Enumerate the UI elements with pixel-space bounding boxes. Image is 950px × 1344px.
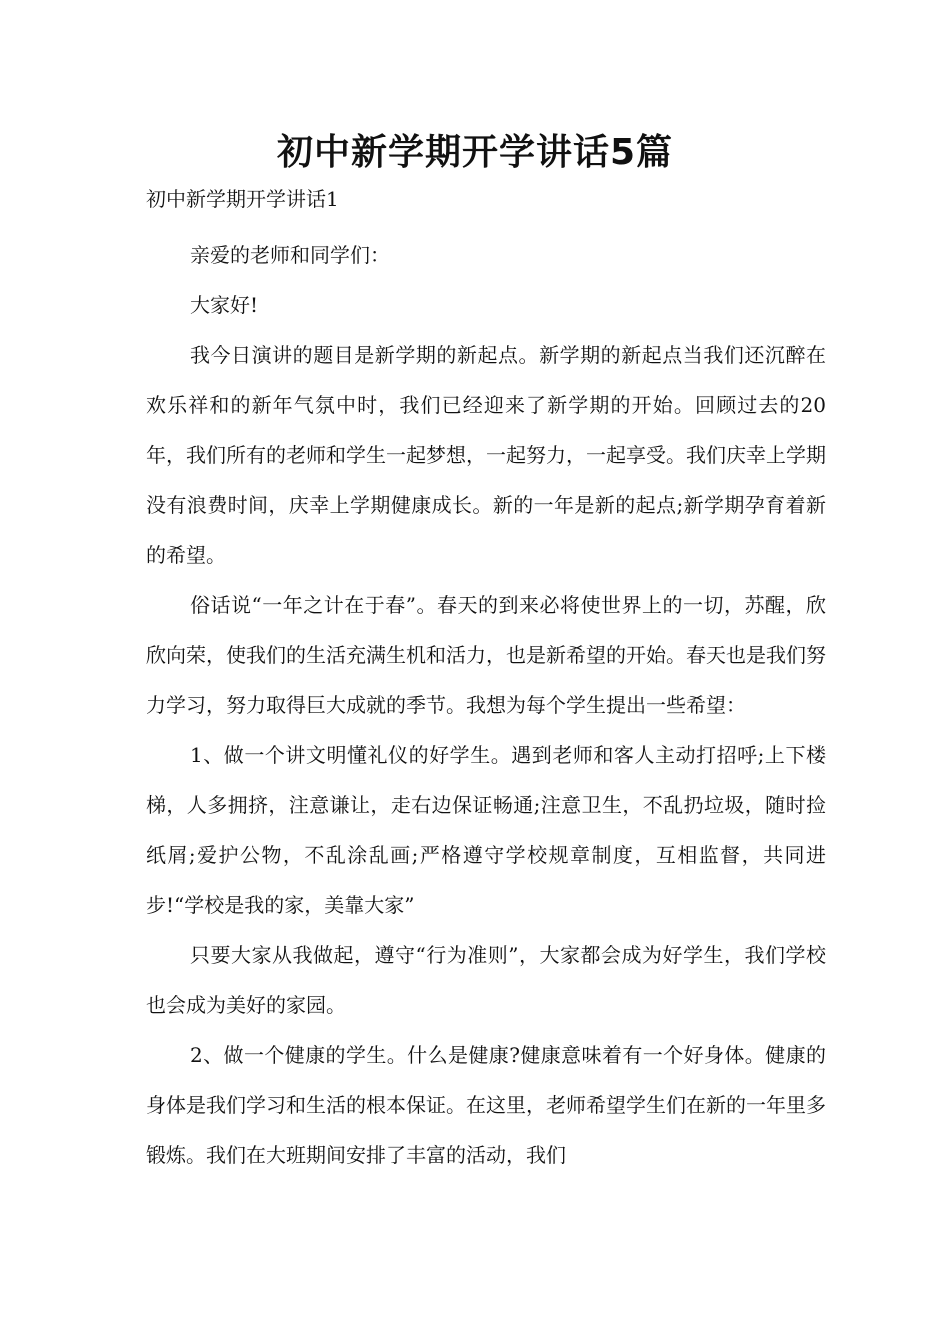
- paragraph-hello: 大家好!: [190, 293, 259, 317]
- document-title: 初中新学期开学讲话5篇: [276, 132, 674, 173]
- paragraph-new-start: 我今日演讲的题目是新学期的新起点。新学期的新起点当我们还沉醉在欢乐祥和的新年气氛中时，我们已经迎来了新学期的开始。回顾过去的20年，我们所有的老师和学生一起梦想，一起努力，一起享受。我们庆幸上学期没有浪费时间，庆幸上学期健康成长。新的一年是新的起点;新学期孕育着新的希望。: [146, 343, 826, 567]
- section-heading: 初中新学期开学讲话1: [146, 187, 339, 211]
- paragraph-greeting: 亲爱的老师和同学们：: [190, 243, 390, 267]
- paragraph-spring: 俗话说“一年之计在于春”。春天的到来必将使世界上的一切，苏醒，欣欣向荣，使我们的生活充满生机和活力，也是新希望的开始。春天也是我们努力学习，努力取得巨大成就的季节。我想为每个学生提出一些希望：: [146, 593, 826, 717]
- document-body: [146, 230, 826, 1180]
- paragraph-good-student: 只要大家从我做起，遵守“行为准则”，大家都会成为好学生，我们学校也会成为美好的家园。: [146, 943, 826, 1017]
- paragraph-point-2: 2、做一个健康的学生。什么是健康?健康意味着有一个好身体。健康的身体是我们学习和生活的根本保证。在这里，老师希望学生们在新的一年里多锻炼。我们在大班期间安排了丰富的活动，我们: [146, 1043, 826, 1167]
- paragraph-point-1: 1、做一个讲文明懂礼仪的好学生。遇到老师和客人主动打招呼;上下楼梯，人多拥挤，注意谦让，走右边保证畅通;注意卫生，不乱扔垃圾，随时捡纸屑;爱护公物，不乱涂乱画;严格遵守学校规章制度，互相监督，共同进步!“学校是我的家，美靠大家”: [146, 743, 826, 917]
